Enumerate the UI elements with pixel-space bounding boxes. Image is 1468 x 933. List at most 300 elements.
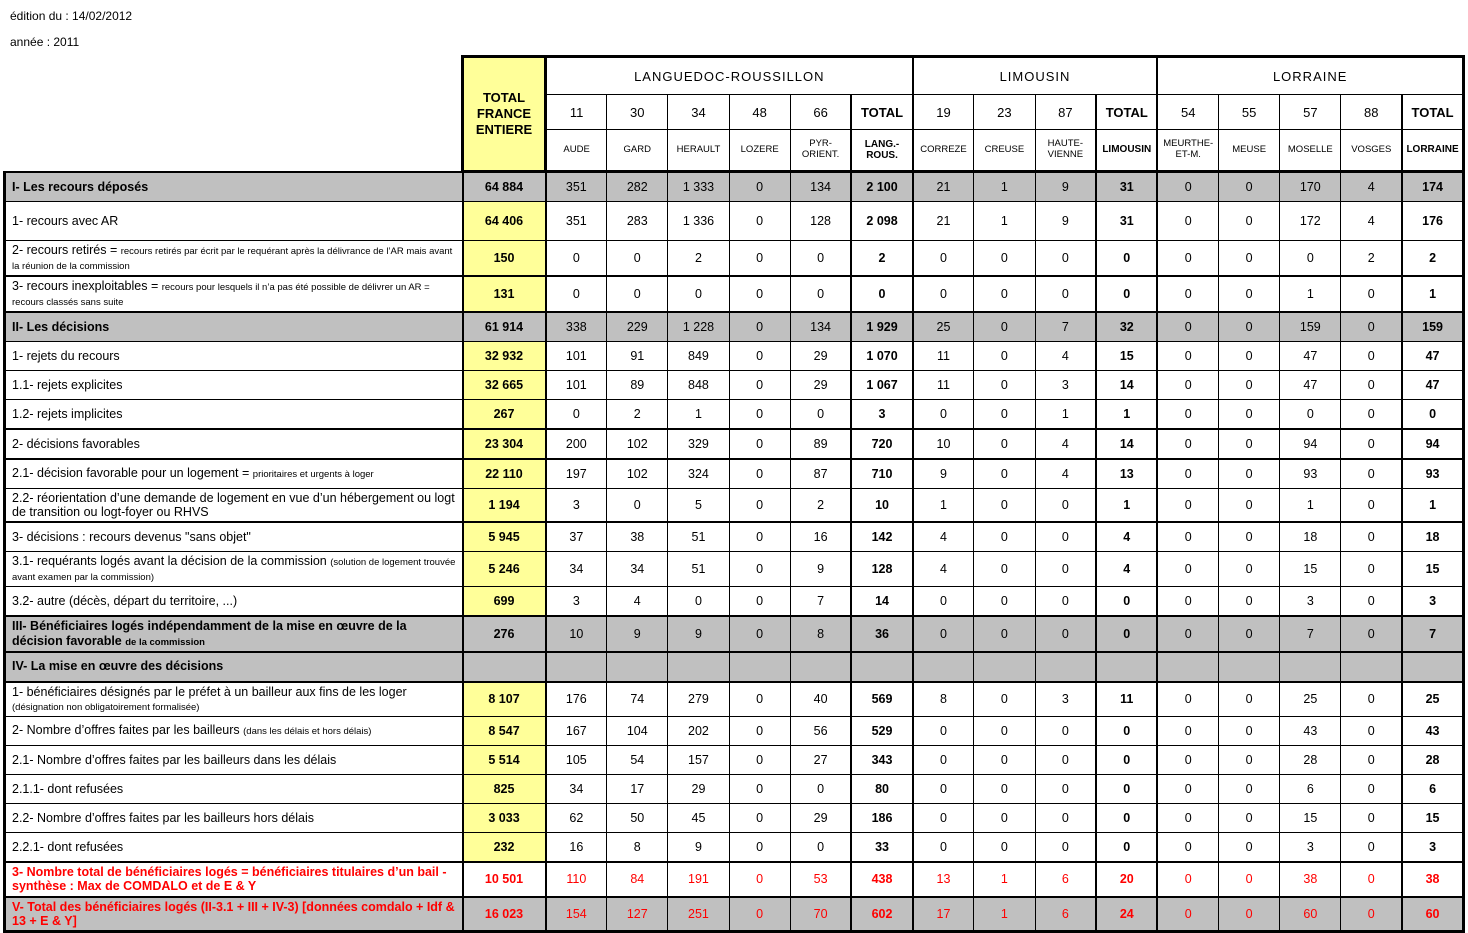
cell-total-france: 22 110 [463, 459, 546, 489]
cell-value: 0 [668, 276, 729, 312]
cell-value: 0 [1219, 172, 1280, 202]
cell-value: 157 [668, 745, 729, 774]
col-header-total-france: TOTAL FRANCE ENTIERE [463, 57, 546, 172]
dept-name-meurthe-et-m: MEURTHE-ET-M. [1157, 130, 1218, 172]
cell-value: 0 [1035, 616, 1096, 651]
cell-value: 1 336 [668, 202, 729, 241]
cell-value: 1 333 [668, 172, 729, 202]
cell-value: 0 [607, 241, 668, 276]
cell-region-total: 36 [851, 616, 912, 651]
cell-value: 197 [546, 459, 607, 489]
cell-value: 0 [1341, 429, 1402, 459]
table-header [5, 57, 1464, 172]
cell-value: 0 [1219, 862, 1280, 897]
cell-value: 1 [1280, 276, 1341, 312]
cell-value: 37 [546, 522, 607, 552]
cell-value [546, 652, 607, 682]
cell-value: 0 [1219, 399, 1280, 429]
cell-value: 9 [668, 616, 729, 651]
cell-value: 0 [1219, 552, 1280, 587]
cell-value: 0 [1157, 832, 1218, 862]
row-label [5, 774, 463, 803]
cell-value: 0 [974, 399, 1035, 429]
cell-value: 251 [668, 897, 729, 932]
row-label [5, 370, 463, 399]
cell-value [668, 652, 729, 682]
row-label [5, 276, 463, 312]
cell-value: 167 [546, 716, 607, 745]
cell-value: 0 [729, 488, 790, 522]
cell-value: 0 [607, 488, 668, 522]
cell-region-total: 1 067 [851, 370, 912, 399]
row-label-note: recours retirés par écrit par le requérant après la délivrance de l’AR mais avant la réunion de la commission [12, 246, 453, 272]
cell-value: 0 [1219, 897, 1280, 932]
cell-value: 0 [1035, 832, 1096, 862]
cell-value: 4 [913, 552, 974, 587]
cell-region-total: 186 [851, 803, 912, 832]
cell-region-total: 710 [851, 459, 912, 489]
cell-value [913, 652, 974, 682]
cell-value: 0 [729, 616, 790, 651]
cell-value [974, 652, 1035, 682]
row-label [5, 312, 463, 342]
cell-region-total: 569 [851, 682, 912, 717]
cell-value: 9 [1035, 202, 1096, 241]
cell-value [607, 652, 668, 682]
row-label-text: 2- Nombre d’offres faites par les bailleurs [12, 723, 244, 738]
cell-value: 191 [668, 862, 729, 897]
cell-region-total: 3 [1402, 832, 1463, 862]
table-row [5, 616, 1464, 651]
cell-value: 34 [607, 552, 668, 587]
cell-value: 3 [1035, 682, 1096, 717]
cell-region-total: 1 [1096, 488, 1157, 522]
cell-value: 8 [607, 832, 668, 862]
cell-value: 0 [1157, 399, 1218, 429]
cell-value: 0 [790, 399, 851, 429]
cell-value: 0 [1341, 488, 1402, 522]
cell-region-total: 1 929 [851, 312, 912, 342]
cell-value: 40 [790, 682, 851, 717]
cell-value: 91 [607, 341, 668, 370]
row-label [5, 862, 463, 897]
cell-region-total: 33 [851, 832, 912, 862]
cell-value: 45 [668, 803, 729, 832]
table-row [5, 202, 1464, 241]
cell-value [729, 652, 790, 682]
cell-value: 0 [974, 341, 1035, 370]
cell-value: 0 [729, 429, 790, 459]
cell-value: 1 [974, 202, 1035, 241]
table-row [5, 862, 1464, 897]
cell-region-total: 159 [1402, 312, 1463, 342]
total-label-lorraine: LORRAINE [1402, 130, 1463, 172]
table-row [5, 832, 1464, 862]
cell-value: 0 [1157, 682, 1218, 717]
cell-value: 0 [729, 202, 790, 241]
cell-value: 47 [1280, 341, 1341, 370]
cell-region-total: 13 [1096, 459, 1157, 489]
cell-value: 1 [974, 897, 1035, 932]
cell-region-total: 0 [1096, 276, 1157, 312]
cell-value [790, 652, 851, 682]
cell-value: 0 [790, 774, 851, 803]
row-label-text: 2.1.1- dont refusées [12, 781, 124, 796]
row-label-text: 2- décisions favorables [12, 436, 140, 451]
cell-region-total: 1 [1402, 488, 1463, 522]
cell-value: 0 [1341, 897, 1402, 932]
total-label-limousin: LIMOUSIN [1096, 130, 1157, 172]
cell-value: 0 [974, 241, 1035, 276]
cell-value: 6 [1035, 862, 1096, 897]
row-label-text: 2- recours retirés = [12, 243, 121, 257]
cell-value: 0 [1219, 803, 1280, 832]
cell-value: 0 [1219, 774, 1280, 803]
cell-value: 0 [1219, 370, 1280, 399]
cell-value: 1 228 [668, 312, 729, 342]
table-row [5, 552, 1464, 587]
cell-region-total: 0 [1096, 832, 1157, 862]
dept-name-herault: HERAULT [668, 130, 729, 172]
cell-region-total: 1 [1096, 399, 1157, 429]
table-body [5, 172, 1464, 932]
cell-value: 0 [974, 370, 1035, 399]
table-row [5, 241, 1464, 276]
cell-value: 0 [1157, 241, 1218, 276]
cell-value: 0 [729, 745, 790, 774]
cell-value: 0 [1219, 587, 1280, 617]
cell-value: 0 [1341, 616, 1402, 651]
row-label-text: I- Les recours déposés [12, 179, 149, 194]
row-label-note: (désignation non obligatoirement formalisée) [12, 701, 200, 713]
cell-value: 0 [1035, 774, 1096, 803]
row-label-note: (dans les délais et hors délais) [243, 726, 372, 738]
dept-code-66: 66 [790, 95, 851, 130]
cell-value: 0 [1035, 716, 1096, 745]
edition-date: édition du : 14/02/2012 [10, 9, 133, 23]
cell-region-total: 2 [851, 241, 912, 276]
row-label [5, 399, 463, 429]
cell-value: 0 [913, 803, 974, 832]
cell-total-france: 23 304 [463, 429, 546, 459]
cell-value: 279 [668, 682, 729, 717]
cell-value: 0 [974, 429, 1035, 459]
cell-total-france: 32 932 [463, 341, 546, 370]
cell-value: 283 [607, 202, 668, 241]
cell-value: 70 [790, 897, 851, 932]
cell-value: 9 [913, 459, 974, 489]
region-header-languedoc-roussillon: LANGUEDOC-ROUSSILLON [546, 57, 913, 95]
cell-value: 0 [1341, 745, 1402, 774]
cell-region-total: 7 [1402, 616, 1463, 651]
cell-region-total: 2 100 [851, 172, 912, 202]
cell-value: 0 [1219, 276, 1280, 312]
cell-region-total: 0 [1096, 745, 1157, 774]
cell-region-total [1402, 652, 1463, 682]
cell-region-total: 20 [1096, 862, 1157, 897]
cell-value [1280, 652, 1341, 682]
cell-total-france: 150 [463, 241, 546, 276]
cell-value: 101 [546, 370, 607, 399]
cell-value: 0 [1219, 745, 1280, 774]
cell-value: 6 [1035, 897, 1096, 932]
cell-value: 43 [1280, 716, 1341, 745]
row-label-text: 2.2.1- dont refusées [12, 839, 124, 854]
cell-value: 5 [668, 488, 729, 522]
cell-value: 0 [790, 832, 851, 862]
region-header-lorraine: LORRAINE [1157, 57, 1463, 95]
cell-value: 0 [1219, 616, 1280, 651]
table-row [5, 341, 1464, 370]
cell-value: 0 [1035, 488, 1096, 522]
cell-region-total: 14 [1096, 429, 1157, 459]
cell-region-total: 24 [1096, 897, 1157, 932]
cell-value: 0 [1341, 774, 1402, 803]
cell-total-france: 61 914 [463, 312, 546, 342]
cell-value: 0 [1157, 803, 1218, 832]
cell-value: 0 [974, 312, 1035, 342]
cell-value: 2 [1341, 241, 1402, 276]
cell-value: 0 [1341, 312, 1402, 342]
cell-region-total: 2 [1402, 241, 1463, 276]
cell-value: 0 [1157, 616, 1218, 651]
cell-value: 351 [546, 172, 607, 202]
cell-value: 1 [1035, 399, 1096, 429]
table-row [5, 716, 1464, 745]
table-row [5, 399, 1464, 429]
row-label [5, 202, 463, 241]
cell-value: 329 [668, 429, 729, 459]
cell-value: 21 [913, 202, 974, 241]
cell-value: 0 [607, 276, 668, 312]
cell-value: 1 [974, 862, 1035, 897]
cell-value: 7 [790, 587, 851, 617]
cell-value: 170 [1280, 172, 1341, 202]
cell-value: 11 [913, 341, 974, 370]
cell-value: 0 [974, 459, 1035, 489]
cell-value: 15 [1280, 803, 1341, 832]
cell-value: 1 [913, 488, 974, 522]
cell-value: 25 [1280, 682, 1341, 717]
cell-value: 60 [1280, 897, 1341, 932]
cell-value: 38 [1280, 862, 1341, 897]
row-label [5, 341, 463, 370]
cell-value: 282 [607, 172, 668, 202]
row-label-text: 1- bénéficiaires désignés par le préfet à un bailleur aux fins de les loger [12, 684, 407, 699]
cell-value: 3 [546, 587, 607, 617]
cell-region-total: 0 [1096, 241, 1157, 276]
row-label-text: 1.2- rejets implicites [12, 406, 123, 421]
cell-total-france: 16 023 [463, 897, 546, 932]
cell-value: 102 [607, 429, 668, 459]
cell-value: 93 [1280, 459, 1341, 489]
cell-region-total: 0 [1096, 616, 1157, 651]
cell-value: 0 [1035, 522, 1096, 552]
cell-region-total: 15 [1402, 552, 1463, 587]
cell-value: 27 [790, 745, 851, 774]
cell-value: 0 [1157, 276, 1218, 312]
dept-name-vosges: VOSGES [1341, 130, 1402, 172]
cell-value: 3 [1035, 370, 1096, 399]
cell-value: 338 [546, 312, 607, 342]
cell-total-france: 1 194 [463, 488, 546, 522]
row-label-text: 3- Nombre total de bénéficiaires logés = bénéficiaires titulaires d’un bail - synthèse : Max de COMDALO et de E & Y [12, 864, 447, 894]
cell-total-france: 699 [463, 587, 546, 617]
row-label [5, 832, 463, 862]
cell-value: 324 [668, 459, 729, 489]
cell-value: 34 [546, 552, 607, 587]
cell-total-france [463, 652, 546, 682]
cell-value: 16 [790, 522, 851, 552]
cell-value: 3 [1280, 832, 1341, 862]
cell-value: 0 [974, 616, 1035, 651]
table-row [5, 459, 1464, 489]
cell-value: 4 [1341, 202, 1402, 241]
cell-value: 0 [974, 682, 1035, 717]
cell-value: 0 [1219, 202, 1280, 241]
cell-value: 0 [668, 587, 729, 617]
table-row [5, 276, 1464, 312]
cell-value: 110 [546, 862, 607, 897]
cell-value: 0 [1157, 552, 1218, 587]
row-label-note: de la commission [125, 636, 205, 648]
cell-total-france: 3 033 [463, 803, 546, 832]
row-label-text: 2.2- Nombre d’offres faites par les bailleurs hors délais [12, 810, 314, 825]
cell-value: 9 [790, 552, 851, 587]
row-label [5, 459, 463, 489]
row-label-text: 1- recours avec AR [12, 213, 119, 228]
cell-value: 0 [1341, 276, 1402, 312]
cell-value: 202 [668, 716, 729, 745]
cell-value: 0 [974, 832, 1035, 862]
cell-value: 0 [729, 832, 790, 862]
dept-code-11: 11 [546, 95, 607, 130]
cell-value: 0 [729, 370, 790, 399]
cell-region-total: 0 [1096, 774, 1157, 803]
cell-region-total: 3 [1402, 587, 1463, 617]
cell-value: 0 [729, 399, 790, 429]
cell-value: 21 [913, 172, 974, 202]
cell-value: 47 [1280, 370, 1341, 399]
row-label [5, 429, 463, 459]
cell-value: 29 [790, 341, 851, 370]
cell-value: 0 [1035, 552, 1096, 587]
cell-value: 0 [913, 716, 974, 745]
cell-value: 4 [1341, 172, 1402, 202]
cell-region-total: 0 [1402, 399, 1463, 429]
cell-value: 0 [729, 682, 790, 717]
cell-value: 0 [1341, 459, 1402, 489]
cell-value: 127 [607, 897, 668, 932]
row-label-text: V- Total des bénéficiaires logés (II-3.1 + III + IV-3) [données comdalo + Idf & 13 + E & Y] [12, 899, 455, 928]
cell-value: 0 [1157, 370, 1218, 399]
dept-code-23: 23 [974, 95, 1035, 130]
cell-region-total [1096, 652, 1157, 682]
table-row [5, 429, 1464, 459]
cell-value: 176 [546, 682, 607, 717]
cell-total-france: 64 884 [463, 172, 546, 202]
row-label-text: III- Bénéficiaires logés indépendamment de la mise en œuvre de la décision favorable [12, 619, 407, 648]
total-header-lorraine: TOTAL [1402, 95, 1463, 130]
cell-value: 0 [729, 312, 790, 342]
cell-value: 9 [668, 832, 729, 862]
cell-region-total: 31 [1096, 202, 1157, 241]
cell-value: 351 [546, 202, 607, 241]
cell-value: 3 [546, 488, 607, 522]
cell-region-total: 47 [1402, 341, 1463, 370]
cell-value: 200 [546, 429, 607, 459]
row-label-text: 2.1- décision favorable pour un logement = [12, 466, 253, 481]
cell-value: 0 [1157, 341, 1218, 370]
table-row [5, 774, 1464, 803]
cell-region-total: 15 [1402, 803, 1463, 832]
cell-value: 104 [607, 716, 668, 745]
total-header-limousin: TOTAL [1096, 95, 1157, 130]
dept-code-57: 57 [1280, 95, 1341, 130]
cell-value: 4 [1035, 429, 1096, 459]
cell-region-total: 602 [851, 897, 912, 932]
total-header-languedoc: TOTAL [851, 95, 912, 130]
cell-region-total: 15 [1096, 341, 1157, 370]
cell-total-france: 5 514 [463, 745, 546, 774]
cell-value: 102 [607, 459, 668, 489]
cell-value: 29 [790, 803, 851, 832]
cell-value: 8 [790, 616, 851, 651]
row-label-text: 3.2- autre (décès, départ du territoire, ...) [12, 594, 238, 609]
cell-value: 10 [546, 616, 607, 651]
dept-name-lozere: LOZERE [729, 130, 790, 172]
cell-region-total: 1 070 [851, 341, 912, 370]
cell-value: 0 [729, 862, 790, 897]
row-label-text: 1- rejets du recours [12, 348, 120, 363]
cell-region-total: 10 [851, 488, 912, 522]
cell-value: 0 [913, 774, 974, 803]
cell-total-france: 32 665 [463, 370, 546, 399]
cell-value: 134 [790, 172, 851, 202]
cell-value: 0 [1157, 587, 1218, 617]
cell-value: 0 [913, 745, 974, 774]
cell-value: 28 [1280, 745, 1341, 774]
row-label [5, 716, 463, 745]
cell-value: 0 [1157, 202, 1218, 241]
cell-value: 38 [607, 522, 668, 552]
cell-value: 0 [974, 522, 1035, 552]
cell-value: 0 [546, 276, 607, 312]
cell-region-total: 2 098 [851, 202, 912, 241]
cell-total-france: 825 [463, 774, 546, 803]
cell-value: 1 [668, 399, 729, 429]
cell-value: 848 [668, 370, 729, 399]
row-label [5, 552, 463, 587]
cell-value: 0 [974, 745, 1035, 774]
row-label-note: (solution de logement trouvée avant examen par la commission) [12, 557, 456, 584]
cell-region-total: 4 [1096, 522, 1157, 552]
table-row [5, 488, 1464, 522]
cell-value: 0 [1219, 832, 1280, 862]
cell-value: 56 [790, 716, 851, 745]
cell-value: 0 [1280, 241, 1341, 276]
cell-region-total: 4 [1096, 552, 1157, 587]
cell-value: 0 [913, 399, 974, 429]
cell-value: 7 [1035, 312, 1096, 342]
cell-value: 0 [729, 241, 790, 276]
row-label-note: prioritaires et urgents à loger [252, 469, 374, 481]
cell-value: 4 [913, 522, 974, 552]
cell-total-france: 267 [463, 399, 546, 429]
cell-value: 0 [1219, 341, 1280, 370]
cell-value: 105 [546, 745, 607, 774]
cell-value: 0 [913, 241, 974, 276]
